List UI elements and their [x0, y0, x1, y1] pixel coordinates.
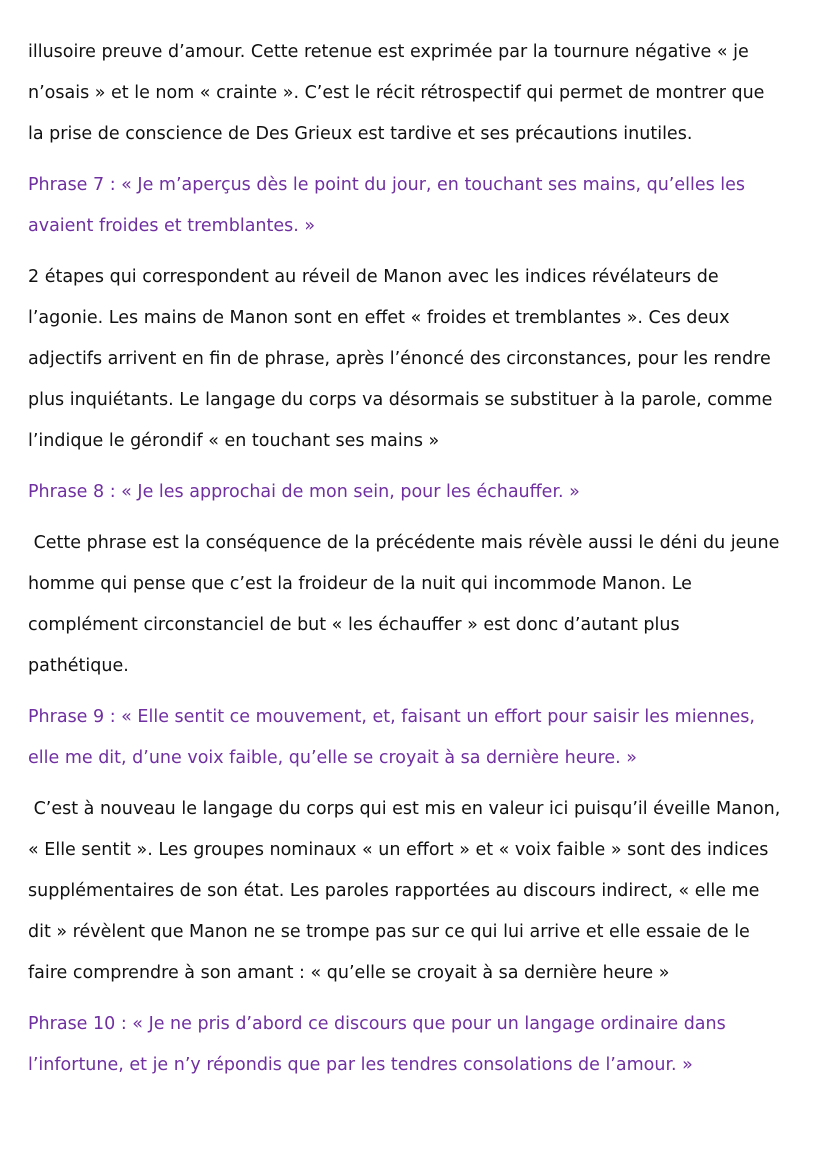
text-line: homme qui pense que c’est la froideur de la nuit qui incommode Manon. Le	[28, 574, 692, 594]
commentary-paragraph	[28, 32, 804, 155]
quote-paragraph-phrase-7	[28, 165, 804, 247]
commentary-paragraph	[28, 523, 804, 687]
text-line: adjectifs arrivent en fin de phrase, après l’énoncé des circonstances, pour les rendre	[28, 349, 771, 369]
text-line: la prise de conscience de Des Grieux est tardive et ses précautions inutiles.	[28, 124, 693, 144]
text-line: plus inquiétants. Le langage du corps va désormais se substituer à la parole, comme	[28, 390, 773, 410]
text-line: supplémentaires de son état. Les paroles rapportées au discours indirect, « elle me	[28, 881, 760, 901]
commentary-paragraph	[28, 257, 804, 462]
text-line: pathétique.	[28, 656, 129, 676]
text-line: elle me dit, d’une voix faible, qu’elle se croyait à sa dernière heure. »	[28, 748, 637, 768]
quote-paragraph-phrase-9	[28, 697, 804, 779]
text-line: Cette phrase est la conséquence de la précédente mais révèle aussi le déni du jeune	[28, 533, 780, 553]
text-line: complément circonstanciel de but « les échauffer » est donc d’autant plus	[28, 615, 680, 635]
text-line: Phrase 10 : « Je ne pris d’abord ce discours que pour un langage ordinaire dans	[28, 1014, 726, 1034]
document-page	[28, 32, 804, 1096]
quote-paragraph-phrase-8	[28, 472, 804, 513]
text-line: dit » révèlent que Manon ne se trompe pas sur ce qui lui arrive et elle essaie de le	[28, 922, 750, 942]
text-line: faire comprendre à son amant : « qu’elle se croyait à sa dernière heure »	[28, 963, 670, 983]
quote-paragraph-phrase-10	[28, 1004, 804, 1086]
text-line: illusoire preuve d’amour. Cette retenue est exprimée par la tournure négative « je	[28, 42, 749, 62]
text-line: 2 étapes qui correspondent au réveil de Manon avec les indices révélateurs de	[28, 267, 719, 287]
text-line: Phrase 9 : « Elle sentit ce mouvement, et, faisant un effort pour saisir les miennes,	[28, 707, 755, 727]
text-line: l’infortune, et je n’y répondis que par les tendres consolations de l’amour. »	[28, 1055, 693, 1075]
text-line: n’osais » et le nom « crainte ». C’est le récit rétrospectif qui permet de montrer que	[28, 83, 765, 103]
commentary-paragraph	[28, 789, 804, 994]
text-line: Phrase 7 : « Je m’aperçus dès le point du jour, en touchant ses mains, qu’elles les	[28, 175, 746, 195]
text-line: avaient froides et tremblantes. »	[28, 216, 316, 236]
text-line: l’indique le gérondif « en touchant ses mains »	[28, 431, 440, 451]
text-line: Phrase 8 : « Je les approchai de mon sein, pour les échauffer. »	[28, 482, 580, 502]
text-line: « Elle sentit ». Les groupes nominaux « un effort » et « voix faible » sont des indices	[28, 840, 769, 860]
text-line: C’est à nouveau le langage du corps qui est mis en valeur ici puisqu’il éveille Manon,	[28, 799, 781, 819]
text-line: l’agonie. Les mains de Manon sont en effet « froides et tremblantes ». Ces deux	[28, 308, 730, 328]
